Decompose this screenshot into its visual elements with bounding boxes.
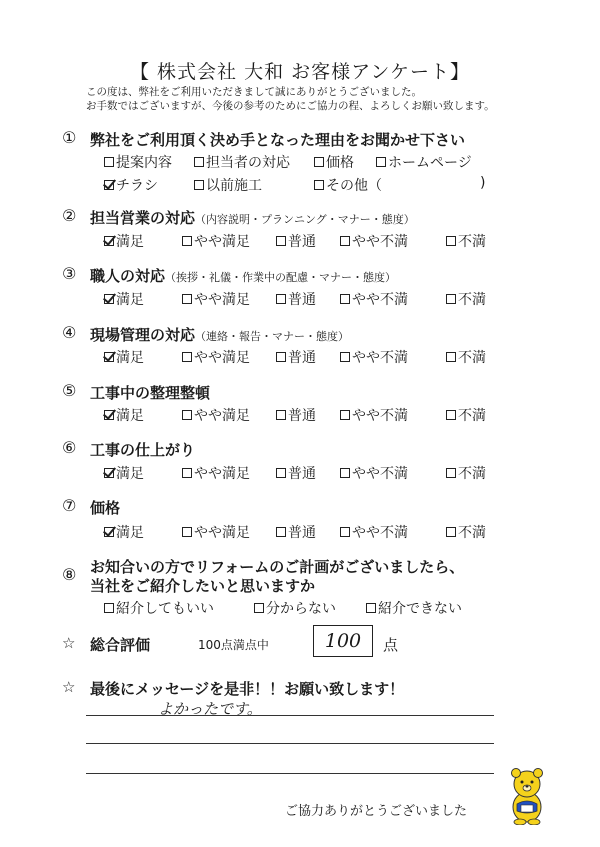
rating-option-label: 満足 xyxy=(116,408,144,424)
page-title: 【 株式会社 大和 お客様アンケート】 xyxy=(130,61,470,83)
rating-option-label: 満足 xyxy=(116,350,144,366)
rating-option-somewhat-satisfied[interactable] xyxy=(182,231,250,251)
star-icon: ☆ xyxy=(62,678,76,696)
q8-option-no[interactable]: 紹介できない xyxy=(366,598,462,618)
rating-option-label: 普通 xyxy=(288,234,316,250)
rating-option-neutral[interactable] xyxy=(276,405,316,425)
checkbox[interactable] xyxy=(254,603,264,613)
rating-option-label: 普通 xyxy=(288,350,316,366)
checkbox-checked[interactable] xyxy=(104,468,114,478)
rating-option-somewhat-satisfied[interactable] xyxy=(182,347,250,367)
checkbox[interactable] xyxy=(446,236,456,246)
rating-option-neutral[interactable] xyxy=(276,289,316,309)
rating-option-somewhat-dissatisfied[interactable] xyxy=(340,347,408,367)
message-prompt: 最後にメッセージを是非！！お願い致します！ xyxy=(90,680,405,698)
checkbox[interactable] xyxy=(376,157,386,167)
checkbox[interactable] xyxy=(340,410,350,420)
rating-option-neutral[interactable] xyxy=(276,347,316,367)
overall-scale: 100点満点中 xyxy=(198,638,269,652)
star-icon: ☆ xyxy=(62,634,76,652)
checkbox[interactable] xyxy=(182,468,192,478)
rating-option-label: 不満 xyxy=(458,234,486,250)
rating-option-label: 満足 xyxy=(116,234,144,250)
q8-option-yes[interactable]: 紹介してもいい xyxy=(104,598,214,618)
checkbox[interactable] xyxy=(340,352,350,362)
q4-number: ④ xyxy=(62,323,77,342)
checkbox-checked[interactable] xyxy=(104,410,114,420)
rating-option-dissatisfied[interactable] xyxy=(446,289,486,309)
intro-line-1: この度は、弊社をご利用いただきまして誠にありがとうございました。 xyxy=(86,86,422,98)
rating-option-somewhat-satisfied[interactable] xyxy=(182,289,250,309)
q2-text: 担当営業の対応（内容説明・プランニング・マナー・態度） xyxy=(90,209,415,227)
q1-option-price[interactable]: 価格 xyxy=(314,152,354,172)
rating-option-label: やや不満 xyxy=(352,234,408,250)
rating-option-label: やや不満 xyxy=(352,525,408,541)
q7-text: 価格 xyxy=(90,499,121,517)
checkbox[interactable] xyxy=(182,527,192,537)
q7-number: ⑦ xyxy=(62,496,77,515)
checkbox[interactable] xyxy=(194,180,204,190)
rating-option-somewhat-dissatisfied[interactable] xyxy=(340,522,408,542)
checkbox[interactable] xyxy=(276,294,286,304)
rating-option-label: やや不満 xyxy=(352,466,408,482)
rating-option-label: 不満 xyxy=(458,292,486,308)
rating-option-label: やや満足 xyxy=(194,466,250,482)
rating-option-label: やや不満 xyxy=(352,350,408,366)
intro-line-2: お手数ではございますが、今後の参考のためにご協力の程、よろしくお願い致します。 xyxy=(86,100,495,112)
rating-option-somewhat-dissatisfied[interactable] xyxy=(340,463,408,483)
checkbox-checked[interactable] xyxy=(104,180,114,190)
rating-option-label: 不満 xyxy=(458,525,486,541)
checkbox[interactable] xyxy=(182,294,192,304)
q1-number: ① xyxy=(62,128,77,147)
q3-number: ③ xyxy=(62,264,77,283)
rating-option-label: やや不満 xyxy=(352,292,408,308)
rating-option-satisfied[interactable] xyxy=(104,289,144,309)
rating-option-label: やや満足 xyxy=(194,292,250,308)
checkbox[interactable] xyxy=(366,603,376,613)
checkbox[interactable] xyxy=(276,527,286,537)
checkbox[interactable] xyxy=(182,352,192,362)
q1-option-other[interactable]: その他（ xyxy=(314,175,382,195)
q2-number: ② xyxy=(62,206,77,225)
checkbox-checked[interactable] xyxy=(104,294,114,304)
rating-option-somewhat-dissatisfied[interactable] xyxy=(340,231,408,251)
message-line-2 xyxy=(86,743,494,744)
q8-text-line-1: お知合いの方でリフォームのご計画がございましたら、 xyxy=(90,558,465,576)
q8-text-line-2: 当社をご紹介したいと思いますか xyxy=(90,577,316,595)
checkbox[interactable] xyxy=(340,294,350,304)
rating-option-label: やや満足 xyxy=(194,350,250,366)
rating-option-neutral[interactable] xyxy=(276,463,316,483)
rating-option-somewhat-satisfied[interactable] xyxy=(182,522,250,542)
rating-option-label: 満足 xyxy=(116,292,144,308)
q6-number: ⑥ xyxy=(62,438,77,457)
rating-option-label: 不満 xyxy=(458,350,486,366)
checkbox[interactable] xyxy=(104,603,114,613)
overall-unit: 点 xyxy=(383,636,399,654)
rating-option-label: 不満 xyxy=(458,408,486,424)
rating-option-somewhat-dissatisfied[interactable] xyxy=(340,405,408,425)
checkbox[interactable] xyxy=(314,180,324,190)
q1-option-previous[interactable]: 以前施工 xyxy=(194,175,262,195)
rating-option-neutral[interactable] xyxy=(276,522,316,542)
rating-option-label: やや満足 xyxy=(194,525,250,541)
checkbox[interactable] xyxy=(182,236,192,246)
bear-mascot-icon xyxy=(505,767,549,825)
checkbox[interactable] xyxy=(104,157,114,167)
q1-other-close: ) xyxy=(480,175,486,191)
message-line-1 xyxy=(86,715,494,716)
rating-option-label: 普通 xyxy=(288,525,316,541)
rating-option-somewhat-dissatisfied[interactable] xyxy=(340,289,408,309)
rating-option-label: やや満足 xyxy=(194,234,250,250)
q1-option-homepage[interactable]: ホームページ xyxy=(376,152,472,172)
q8-number: ⑧ xyxy=(62,565,77,584)
rating-option-label: 普通 xyxy=(288,466,316,482)
checkbox[interactable] xyxy=(182,410,192,420)
rating-option-somewhat-satisfied[interactable] xyxy=(182,405,250,425)
rating-option-satisfied[interactable] xyxy=(104,522,144,542)
rating-option-label: 普通 xyxy=(288,408,316,424)
q1-option-flyer[interactable]: チラシ xyxy=(104,175,158,195)
closing-message: ご協力ありがとうございました xyxy=(285,804,468,819)
overall-label: 総合評価 xyxy=(90,636,151,654)
q8-option-unsure[interactable]: 分からない xyxy=(254,598,336,618)
rating-option-somewhat-satisfied[interactable] xyxy=(182,463,250,483)
checkbox[interactable] xyxy=(340,527,350,537)
q5-number: ⑤ xyxy=(62,381,77,400)
message-line-3 xyxy=(86,773,494,774)
checkbox[interactable] xyxy=(446,410,456,420)
checkbox[interactable] xyxy=(340,236,350,246)
rating-option-label: 普通 xyxy=(288,292,316,308)
rating-option-dissatisfied[interactable] xyxy=(446,231,486,251)
checkbox[interactable] xyxy=(340,468,350,478)
rating-option-dissatisfied[interactable] xyxy=(446,347,486,367)
rating-option-satisfied[interactable] xyxy=(104,463,144,483)
q1-text: 弊社をご利用頂く決め手となった理由をお聞かせ下さい xyxy=(90,131,466,149)
rating-option-label: 満足 xyxy=(116,525,144,541)
rating-option-satisfied[interactable] xyxy=(104,405,144,425)
checkbox-checked[interactable] xyxy=(104,527,114,537)
q1-option-staff[interactable]: 担当者の対応 xyxy=(194,152,290,172)
checkbox-checked[interactable] xyxy=(104,352,114,362)
q3-text: 職人の対応（挨拶・礼儀・作業中の配慮・マナー・態度） xyxy=(90,267,397,285)
rating-option-dissatisfied[interactable] xyxy=(446,405,486,425)
rating-option-label: 満足 xyxy=(116,466,144,482)
checkbox[interactable] xyxy=(194,157,204,167)
checkbox[interactable] xyxy=(446,294,456,304)
rating-option-label: やや満足 xyxy=(194,408,250,424)
checkbox[interactable] xyxy=(276,468,286,478)
checkbox-checked[interactable] xyxy=(104,236,114,246)
checkbox[interactable] xyxy=(276,236,286,246)
rating-option-satisfied[interactable] xyxy=(104,347,144,367)
q1-option-proposal[interactable]: 提案内容 xyxy=(104,152,172,172)
rating-option-dissatisfied[interactable] xyxy=(446,463,486,483)
overall-score-box[interactable]: 100 xyxy=(313,625,373,657)
checkbox[interactable] xyxy=(314,157,324,167)
q5-text: 工事中の整理整頓 xyxy=(90,384,211,402)
rating-option-neutral[interactable] xyxy=(276,231,316,251)
checkbox[interactable] xyxy=(276,352,286,362)
rating-option-label: 不満 xyxy=(458,466,486,482)
checkbox[interactable] xyxy=(446,527,456,537)
q4-text: 現場管理の対応（連絡・報告・マナー・態度） xyxy=(90,326,350,344)
rating-option-dissatisfied[interactable] xyxy=(446,522,486,542)
message-handwritten[interactable]: よかったです。 xyxy=(158,700,262,718)
rating-option-label: やや不満 xyxy=(352,408,408,424)
q6-text: 工事の仕上がり xyxy=(90,441,196,459)
checkbox[interactable] xyxy=(276,410,286,420)
checkbox[interactable] xyxy=(446,352,456,362)
rating-option-satisfied[interactable] xyxy=(104,231,144,251)
checkbox[interactable] xyxy=(446,468,456,478)
